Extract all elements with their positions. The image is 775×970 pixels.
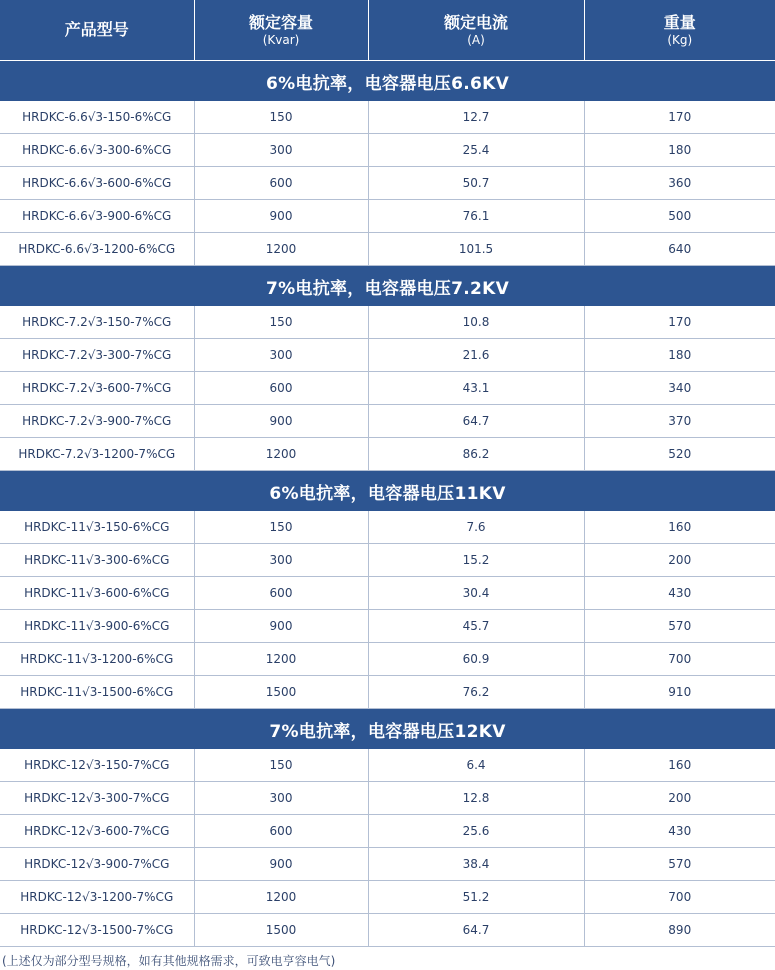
model-cell: HRDKC-7.2√3-900-7%CG xyxy=(0,405,194,438)
current-cell: 43.1 xyxy=(368,372,584,405)
weight-cell: 360 xyxy=(584,167,775,200)
capacity-cell: 150 xyxy=(194,749,368,782)
capacity-cell: 300 xyxy=(194,544,368,577)
weight-cell: 160 xyxy=(584,749,775,782)
table-row xyxy=(0,101,775,134)
capacity-cell: 1200 xyxy=(194,233,368,266)
section-title: 6%电抗率，电容器电压11KV xyxy=(0,471,775,512)
current-cell: 12.7 xyxy=(368,101,584,134)
current-cell: 7.6 xyxy=(368,511,584,544)
capacity-cell: 150 xyxy=(194,306,368,339)
current-cell: 15.2 xyxy=(368,544,584,577)
capacity-cell: 600 xyxy=(194,167,368,200)
col-header-weight xyxy=(584,0,775,61)
weight-cell: 170 xyxy=(584,101,775,134)
current-cell: 38.4 xyxy=(368,848,584,881)
model-cell: HRDKC-12√3-1500-7%CG xyxy=(0,914,194,947)
model-cell: HRDKC-11√3-300-6%CG xyxy=(0,544,194,577)
col-unit-current: (A) xyxy=(467,32,485,47)
weight-cell: 340 xyxy=(584,372,775,405)
capacity-cell: 900 xyxy=(194,848,368,881)
weight-cell: 200 xyxy=(584,782,775,815)
weight-cell: 700 xyxy=(584,643,775,676)
current-cell: 45.7 xyxy=(368,610,584,643)
section-header xyxy=(0,61,775,102)
capacity-cell: 600 xyxy=(194,815,368,848)
col-title-capacity: 额定容量 xyxy=(248,12,313,32)
weight-cell: 370 xyxy=(584,405,775,438)
section-header xyxy=(0,266,775,307)
capacity-cell: 900 xyxy=(194,405,368,438)
current-cell: 50.7 xyxy=(368,167,584,200)
model-cell: HRDKC-11√3-900-6%CG xyxy=(0,610,194,643)
capacity-cell: 1500 xyxy=(194,676,368,709)
current-cell: 86.2 xyxy=(368,438,584,471)
table-row xyxy=(0,233,775,266)
model-cell: HRDKC-12√3-1200-7%CG xyxy=(0,881,194,914)
col-header-current xyxy=(368,0,584,61)
current-cell: 12.8 xyxy=(368,782,584,815)
capacity-cell: 600 xyxy=(194,372,368,405)
col-unit-weight: (Kg) xyxy=(667,32,693,47)
table-row xyxy=(0,848,775,881)
model-cell: HRDKC-12√3-900-7%CG xyxy=(0,848,194,881)
current-cell: 76.2 xyxy=(368,676,584,709)
capacity-cell: 900 xyxy=(194,200,368,233)
capacity-cell: 150 xyxy=(194,101,368,134)
footnote: (上述仅为部分型号规格，如有其他规格需求，可致电亨容电气) xyxy=(2,954,336,968)
current-cell: 76.1 xyxy=(368,200,584,233)
weight-cell: 910 xyxy=(584,676,775,709)
current-cell: 6.4 xyxy=(368,749,584,782)
table-row xyxy=(0,200,775,233)
capacity-cell: 150 xyxy=(194,511,368,544)
weight-cell: 700 xyxy=(584,881,775,914)
model-cell: HRDKC-6.6√3-300-6%CG xyxy=(0,134,194,167)
col-header-model xyxy=(0,0,194,61)
section-title: 7%电抗率，电容器电压12KV xyxy=(0,709,775,750)
table-row xyxy=(0,782,775,815)
table-body xyxy=(0,61,775,947)
weight-cell: 890 xyxy=(584,914,775,947)
table-row xyxy=(0,577,775,610)
weight-cell: 430 xyxy=(584,815,775,848)
section-header xyxy=(0,471,775,512)
table-header xyxy=(0,0,775,61)
col-title-current: 额定电流 xyxy=(443,12,508,32)
col-title-model: 产品型号 xyxy=(64,20,129,39)
current-cell: 64.7 xyxy=(368,914,584,947)
weight-cell: 180 xyxy=(584,339,775,372)
table-row xyxy=(0,881,775,914)
weight-cell: 180 xyxy=(584,134,775,167)
current-cell: 101.5 xyxy=(368,233,584,266)
current-cell: 60.9 xyxy=(368,643,584,676)
table-row xyxy=(0,610,775,643)
table-row xyxy=(0,749,775,782)
model-cell: HRDKC-11√3-1200-6%CG xyxy=(0,643,194,676)
table-row xyxy=(0,815,775,848)
col-header-capacity xyxy=(194,0,368,61)
model-cell: HRDKC-7.2√3-1200-7%CG xyxy=(0,438,194,471)
model-cell: HRDKC-7.2√3-300-7%CG xyxy=(0,339,194,372)
weight-cell: 520 xyxy=(584,438,775,471)
capacity-cell: 1200 xyxy=(194,643,368,676)
current-cell: 25.4 xyxy=(368,134,584,167)
col-title-weight: 重量 xyxy=(663,12,696,32)
capacity-cell: 900 xyxy=(194,610,368,643)
weight-cell: 430 xyxy=(584,577,775,610)
weight-cell: 200 xyxy=(584,544,775,577)
capacity-cell: 1500 xyxy=(194,914,368,947)
model-cell: HRDKC-6.6√3-900-6%CG xyxy=(0,200,194,233)
col-unit-capacity: (Kvar) xyxy=(262,32,300,47)
table-row xyxy=(0,643,775,676)
table-row xyxy=(0,167,775,200)
weight-cell: 170 xyxy=(584,306,775,339)
table-row xyxy=(0,438,775,471)
weight-cell: 500 xyxy=(584,200,775,233)
current-cell: 25.6 xyxy=(368,815,584,848)
table-row xyxy=(0,306,775,339)
capacity-cell: 300 xyxy=(194,339,368,372)
current-cell: 21.6 xyxy=(368,339,584,372)
capacity-cell: 1200 xyxy=(194,881,368,914)
model-cell: HRDKC-7.2√3-600-7%CG xyxy=(0,372,194,405)
model-cell: HRDKC-6.6√3-1200-6%CG xyxy=(0,233,194,266)
model-cell: HRDKC-11√3-600-6%CG xyxy=(0,577,194,610)
capacity-cell: 600 xyxy=(194,577,368,610)
model-cell: HRDKC-6.6√3-600-6%CG xyxy=(0,167,194,200)
table-row xyxy=(0,511,775,544)
capacity-cell: 1200 xyxy=(194,438,368,471)
current-cell: 30.4 xyxy=(368,577,584,610)
weight-cell: 570 xyxy=(584,610,775,643)
section-header xyxy=(0,709,775,750)
weight-cell: 160 xyxy=(584,511,775,544)
table-row xyxy=(0,134,775,167)
weight-cell: 640 xyxy=(584,233,775,266)
current-cell: 64.7 xyxy=(368,405,584,438)
current-cell: 51.2 xyxy=(368,881,584,914)
capacity-cell: 300 xyxy=(194,782,368,815)
model-cell: HRDKC-7.2√3-150-7%CG xyxy=(0,306,194,339)
model-cell: HRDKC-11√3-1500-6%CG xyxy=(0,676,194,709)
model-cell: HRDKC-11√3-150-6%CG xyxy=(0,511,194,544)
table-row xyxy=(0,405,775,438)
table-row xyxy=(0,914,775,947)
weight-cell: 570 xyxy=(584,848,775,881)
table-row xyxy=(0,339,775,372)
current-cell: 10.8 xyxy=(368,306,584,339)
model-cell: HRDKC-6.6√3-150-6%CG xyxy=(0,101,194,134)
table-row xyxy=(0,676,775,709)
table-row xyxy=(0,544,775,577)
table-row xyxy=(0,372,775,405)
model-cell: HRDKC-12√3-150-7%CG xyxy=(0,749,194,782)
model-cell: HRDKC-12√3-600-7%CG xyxy=(0,815,194,848)
section-title: 6%电抗率，电容器电压6.6KV xyxy=(0,61,775,102)
section-title: 7%电抗率，电容器电压7.2KV xyxy=(0,266,775,307)
model-cell: HRDKC-12√3-300-7%CG xyxy=(0,782,194,815)
capacity-cell: 300 xyxy=(194,134,368,167)
